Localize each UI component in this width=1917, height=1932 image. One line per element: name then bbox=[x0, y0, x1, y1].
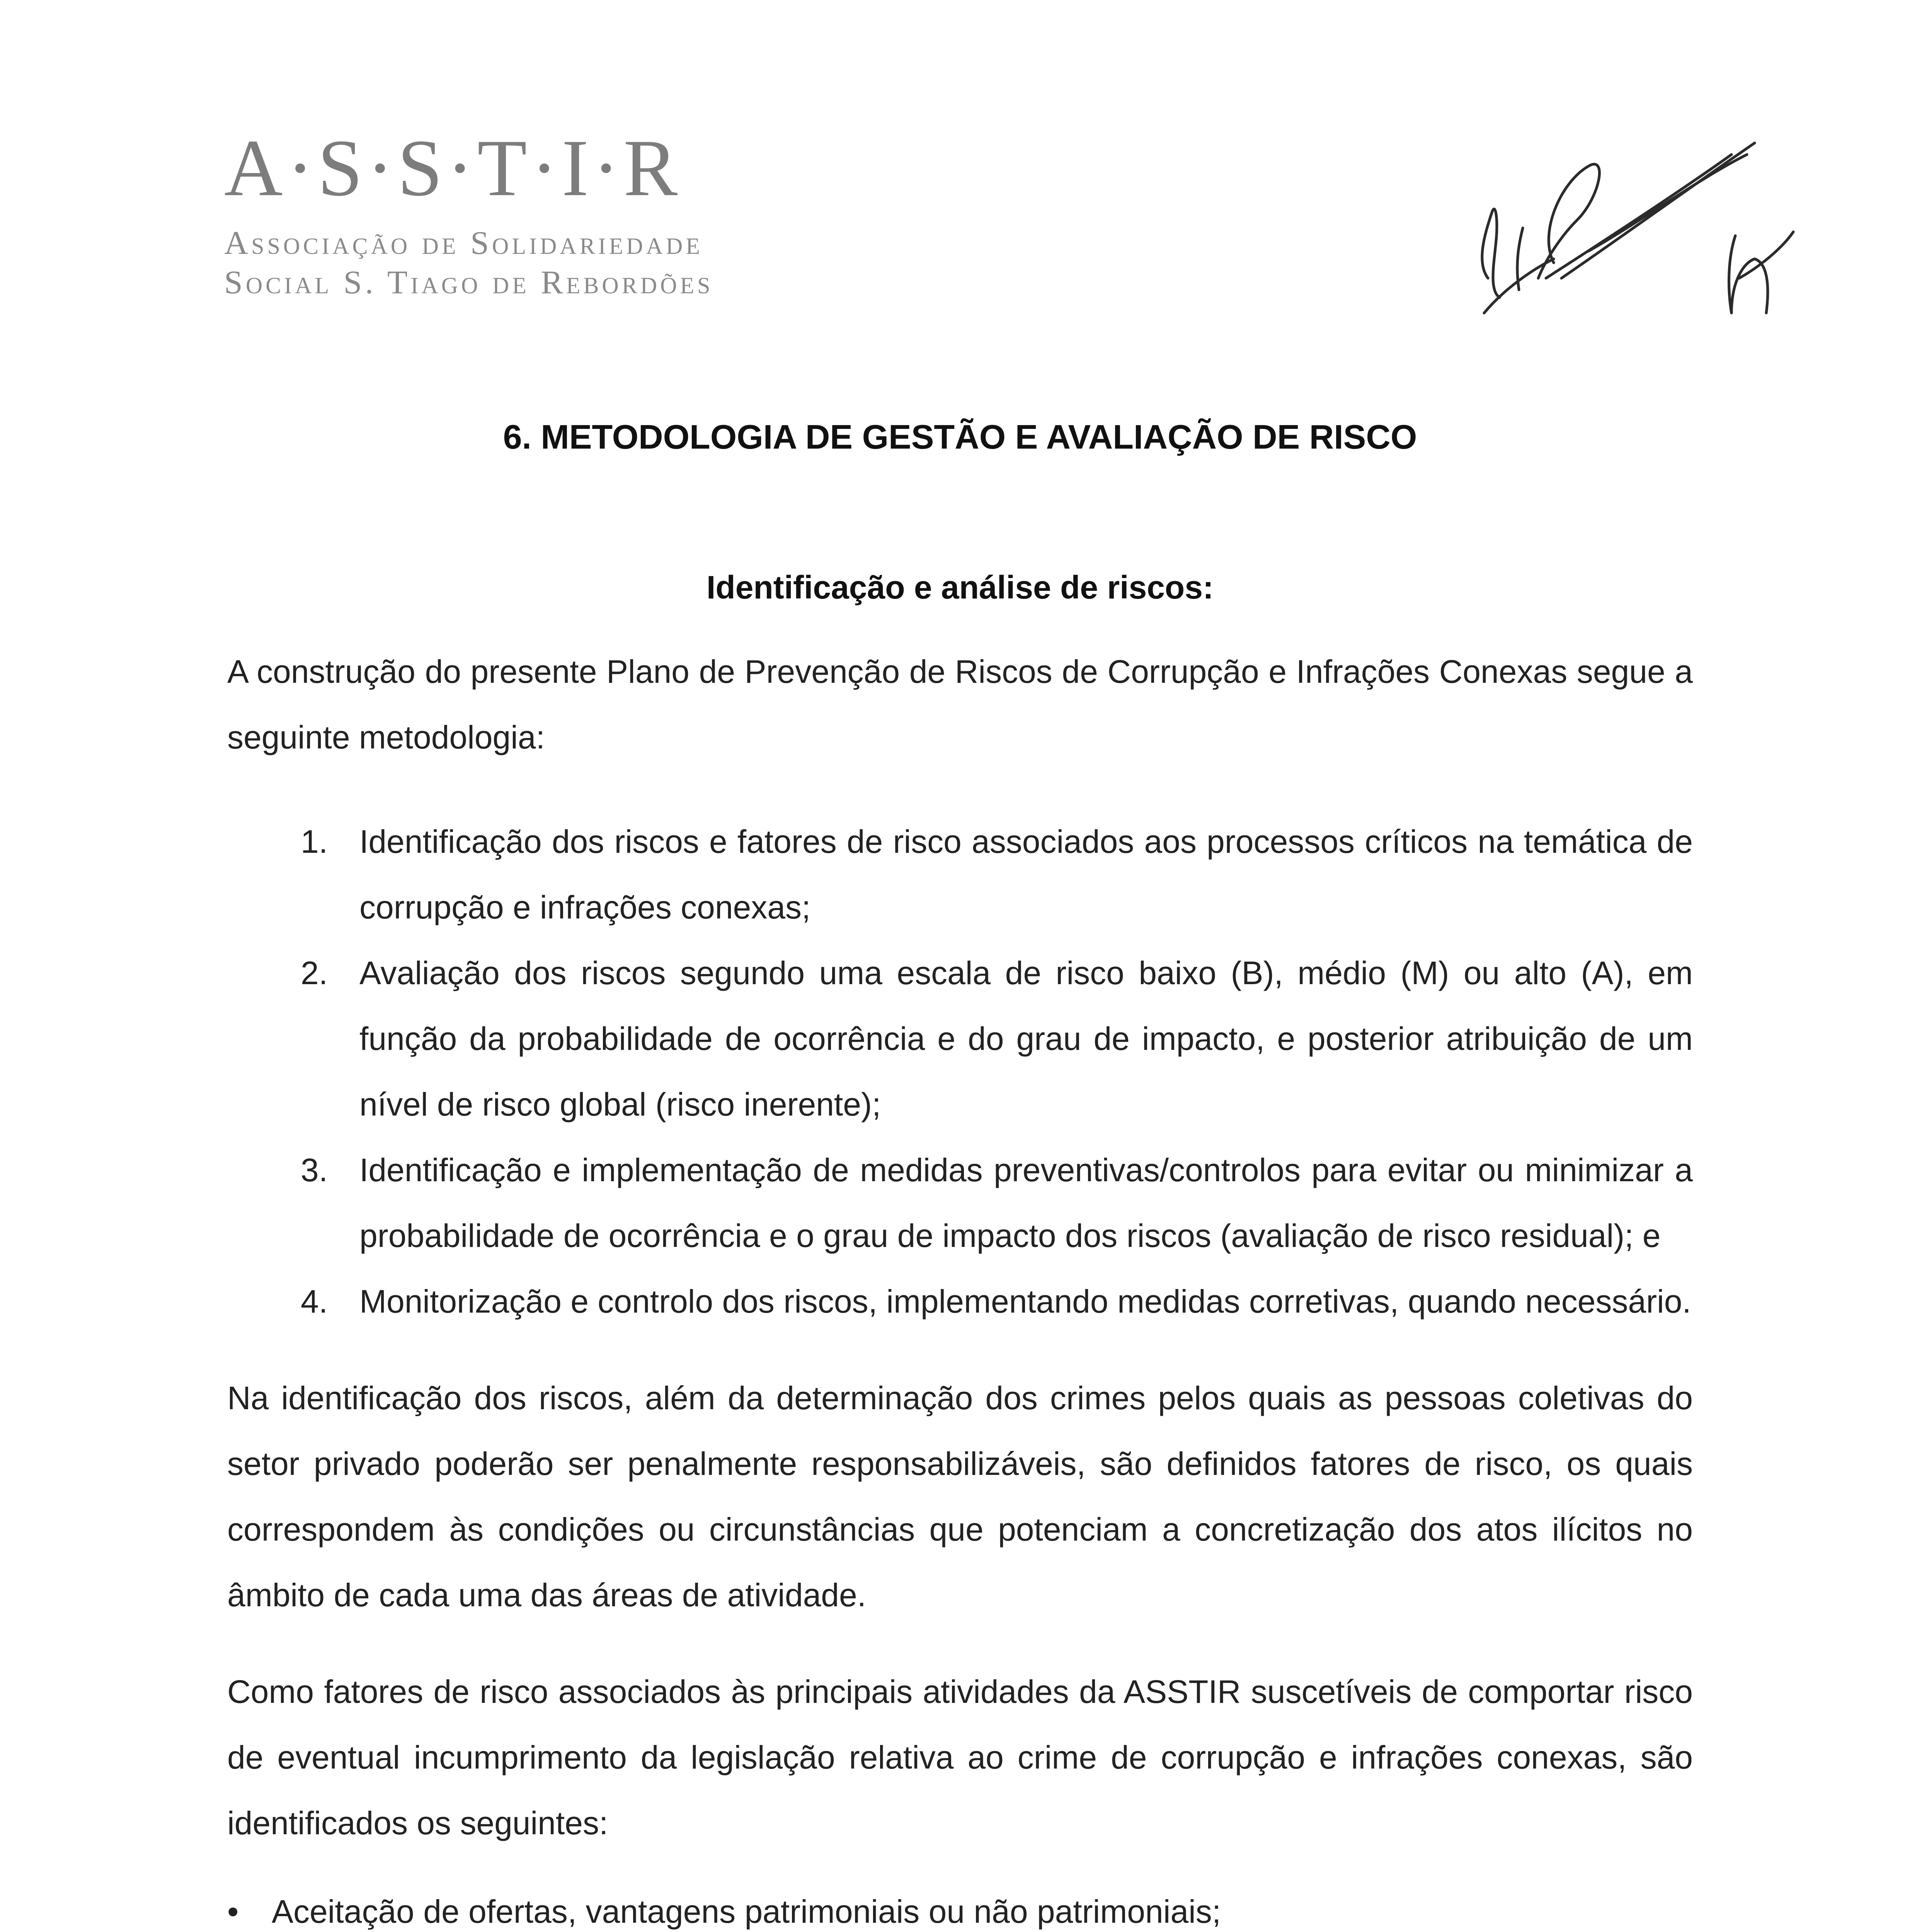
list-item-text: Avaliação dos riscos segundo uma escala de risco baixo (B), médio (M) ou alto (A), em função da probabilidade de ocorrência e do grau de impacto, e posterior atribuição de um nível de risco global (risco inerente); bbox=[359, 955, 1693, 1122]
list-item-text: Identificação e implementação de medidas preventivas/controlos para evitar ou minimizar a probabilidade de ocorrência e o grau de impacto dos riscos (avaliação de risco residual); e bbox=[359, 1152, 1693, 1254]
methodology-steps-list bbox=[227, 809, 1693, 1334]
list-number: 1. bbox=[301, 823, 328, 860]
list-item bbox=[227, 1879, 1693, 1932]
list-item bbox=[227, 1269, 1693, 1334]
list-item bbox=[227, 1137, 1693, 1269]
identification-paragraph: Na identificação dos riscos, além da determinação dos crimes pelos quais as pessoas coletivas do setor privado poderão ser penalmente responsabilizáveis, são definidos fatores de risco, os quais correspondem às condições ou circunstâncias que potenciam a concretização dos atos ilícitos no âmbito de cada uma das áreas de atividade. bbox=[227, 1380, 1693, 1613]
logo-acronym: A·S·S·T·I·R bbox=[224, 123, 682, 213]
section-subtitle: Identificação e análise de riscos: bbox=[707, 569, 1214, 605]
list-item bbox=[227, 940, 1693, 1137]
logo-name-line-2: Social S. Tiago de Rebordões bbox=[224, 264, 713, 301]
section-title: 6. METODOLOGIA DE GESTÃO E AVALIAÇÃO DE RISCO bbox=[503, 418, 1417, 456]
logo-name-line-1: Associação de Solidariedade bbox=[224, 224, 703, 261]
risk-factors-list bbox=[227, 1879, 1693, 1932]
list-number: 3. bbox=[301, 1152, 328, 1188]
list-item-text: Aceitação de ofertas, vantagens patrimoniais ou não patrimoniais; bbox=[272, 1893, 1221, 1930]
list-number: 2. bbox=[301, 955, 328, 991]
list-number: 4. bbox=[301, 1283, 328, 1320]
list-item-text: Monitorização e controlo dos riscos, implementando medidas corretivas, quando necessário. bbox=[359, 1283, 1691, 1320]
list-item-text: Identificação dos riscos e fatores de risco associados aos processos críticos na temática de corrupção e infrações conexas; bbox=[359, 823, 1693, 925]
risk-factors-intro-paragraph: Como fatores de risco associados às principais atividades da ASSTIR suscetíveis de comportar risco de eventual incumprimento da legislação relativa ao crime de corrupção e infrações conexas, são identificados os seguintes: bbox=[227, 1673, 1693, 1841]
intro-paragraph: A construção do presente Plano de Prevenção de Riscos de Corrupção e Infrações Conexas segue a seguinte metodologia: bbox=[227, 653, 1693, 755]
list-item bbox=[227, 809, 1693, 940]
main-content bbox=[227, 417, 1693, 1932]
handwritten-signature bbox=[1461, 97, 1801, 336]
bullet-icon: • bbox=[227, 1893, 239, 1930]
organization-logo bbox=[224, 123, 827, 301]
